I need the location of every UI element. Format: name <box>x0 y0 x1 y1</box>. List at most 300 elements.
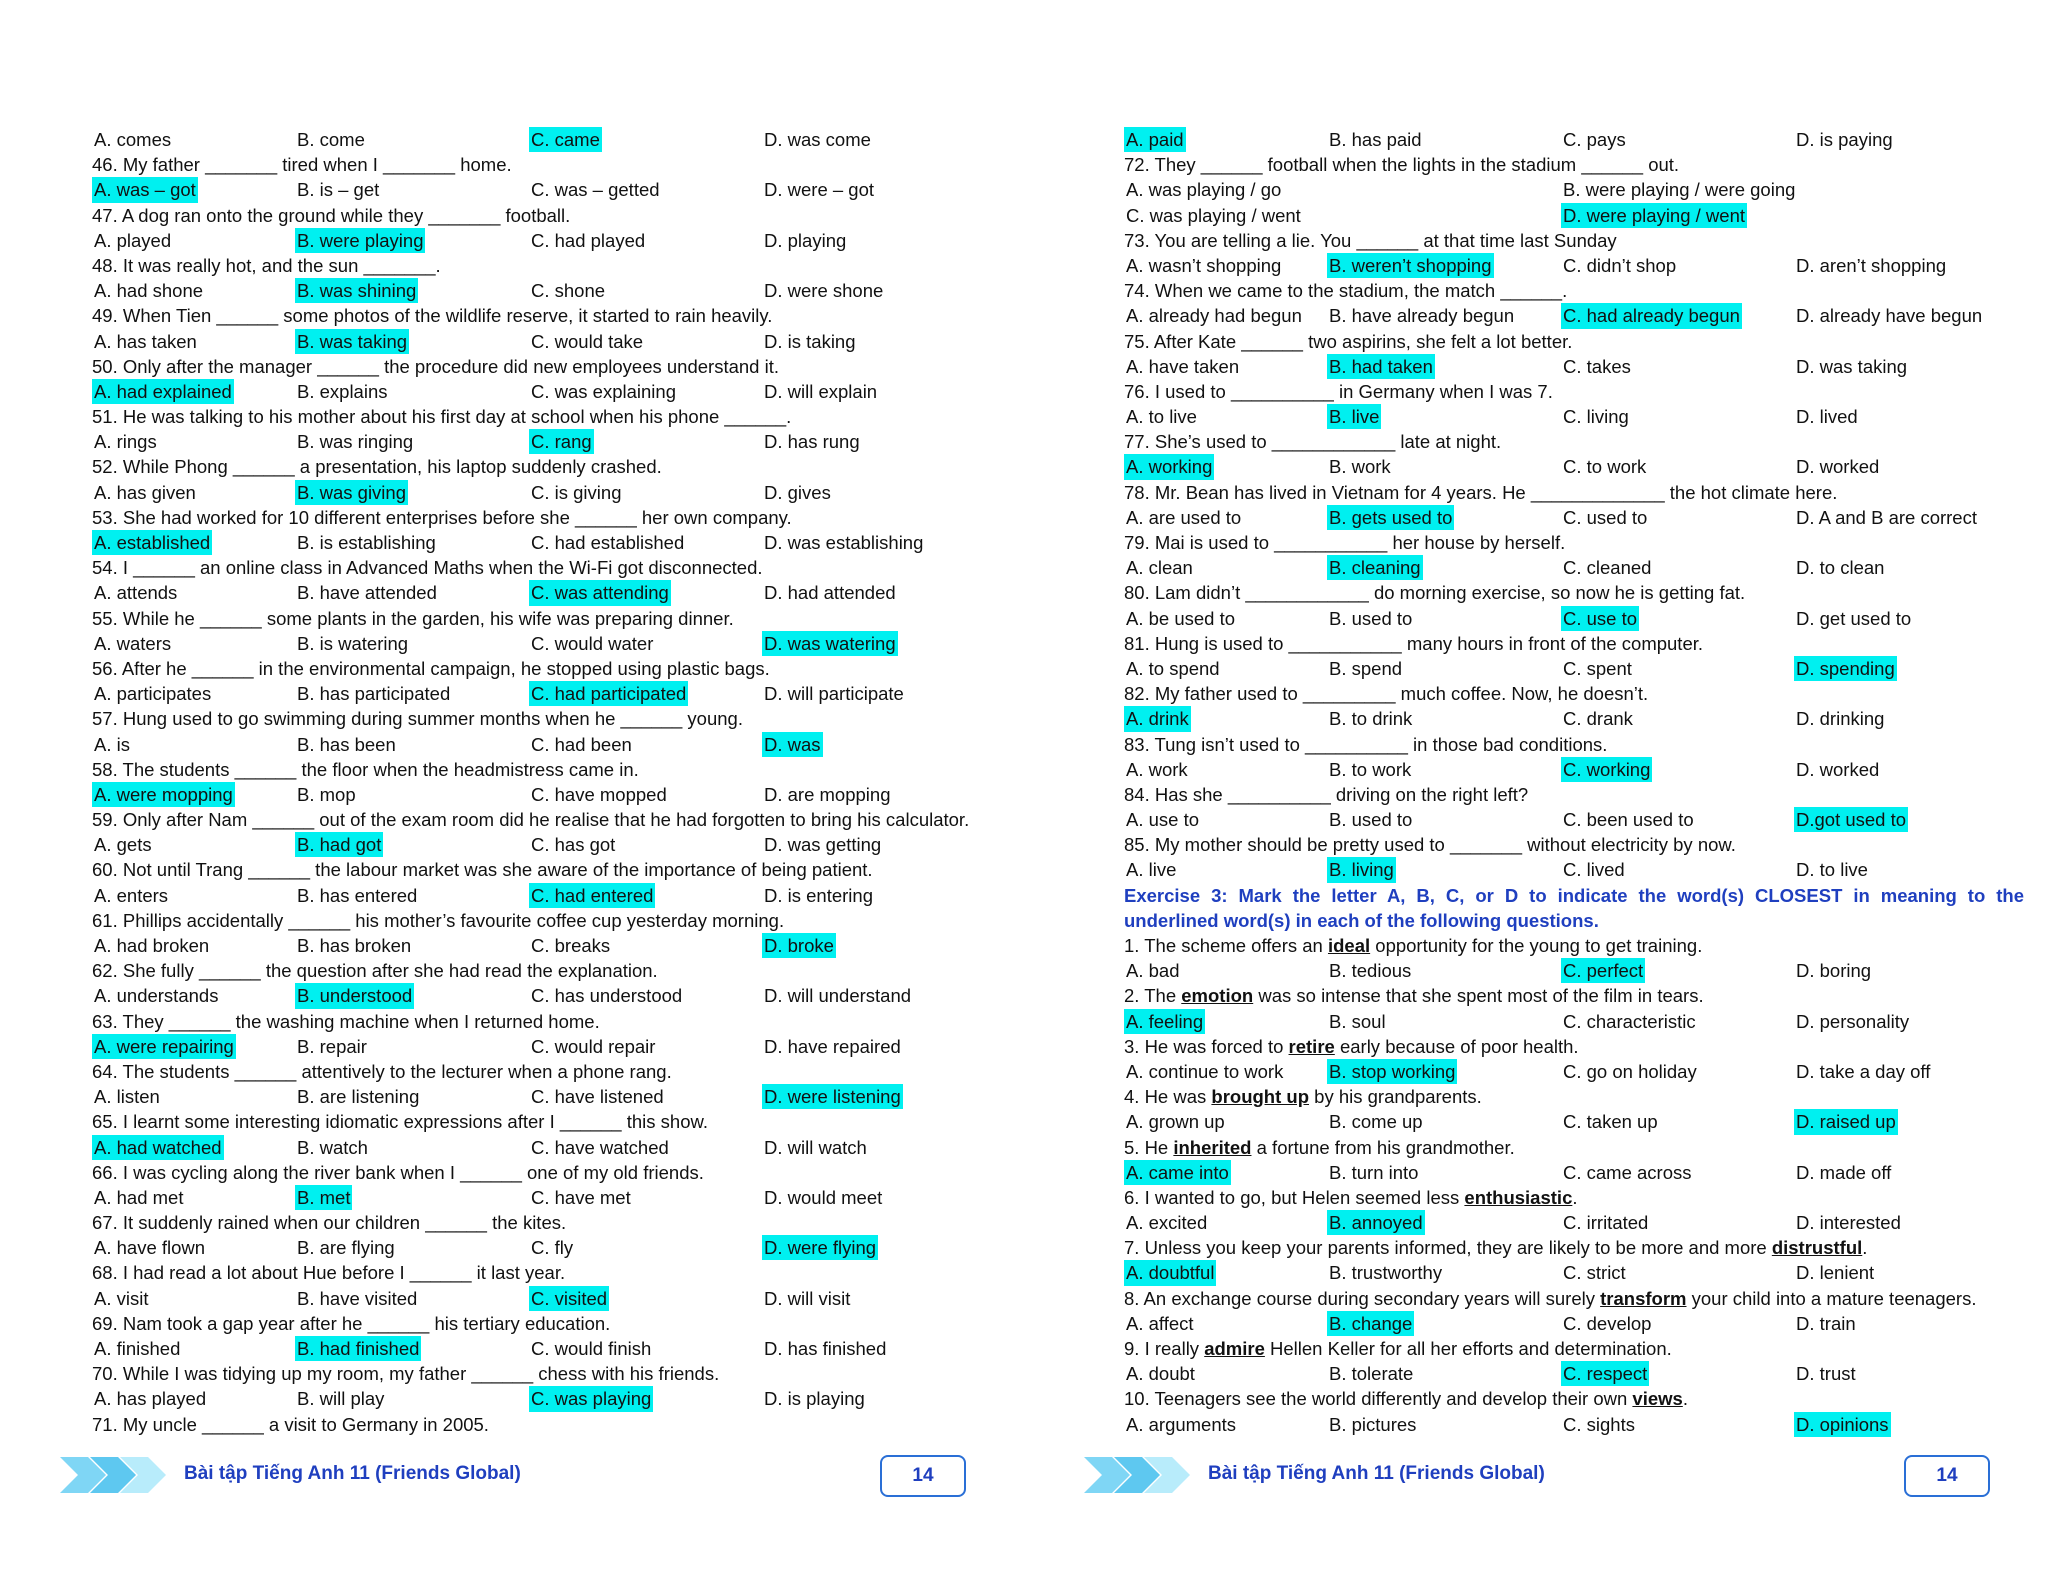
question-text-part: . <box>1862 1237 1868 1259</box>
answer-option-highlighted: B. living <box>1327 857 1396 882</box>
answer-option-highlighted: B. change <box>1327 1311 1414 1336</box>
answer-option-highlighted: D. was <box>762 732 823 757</box>
question-text: 48. It was really hot, and the sun _______. <box>92 254 441 276</box>
answer-option: D. was getting <box>764 834 882 856</box>
options-row <box>1124 404 2024 429</box>
answer-option: B. turn into <box>1329 1161 1419 1183</box>
answer-option: D. was come <box>764 129 871 150</box>
question-row <box>92 303 982 328</box>
answer-option: B. were playing / were going <box>1563 179 1796 201</box>
question-row <box>92 152 982 177</box>
answer-option: B. is establishing <box>297 532 436 553</box>
options-row <box>1124 454 2024 479</box>
question-text: 51. He was talking to his mother about his first day at school when his phone ______. <box>92 406 792 428</box>
answer-option: A. continue to work <box>1126 1060 1284 1082</box>
question-row <box>1124 681 2024 706</box>
answer-option: D. have repaired <box>764 1035 901 1057</box>
question-text: 56. After he ______ in the environmental campaign, he stopped using plastic bags. <box>92 657 770 679</box>
answer-option: A. understands <box>94 985 219 1007</box>
question-text-part: a fortune from his grandmother. <box>1251 1136 1515 1158</box>
question-row <box>92 1160 982 1185</box>
question-row <box>92 454 982 479</box>
answer-option: A. had shone <box>94 280 204 302</box>
question-row <box>92 1361 982 1386</box>
underlined-word: ideal <box>1327 935 1371 956</box>
answer-option-highlighted: D. were flying <box>762 1235 878 1260</box>
question-row <box>92 656 982 681</box>
answer-option: B. is watering <box>297 632 409 654</box>
options-row <box>1124 757 2024 782</box>
underlined-word: views <box>1632 1388 1683 1410</box>
answer-option: C. develop <box>1563 1312 1652 1334</box>
question-text <box>1124 1286 1976 1311</box>
answer-option: A. be used to <box>1126 607 1236 629</box>
answer-option: B. watch <box>297 1136 368 1158</box>
options-row <box>92 379 982 404</box>
question-text: 64. The students ______ attentively to the lecturer when a phone rang. <box>92 1060 672 1082</box>
question-row <box>92 505 982 530</box>
answer-option: D. personality <box>1796 1010 1910 1032</box>
answer-option: A. visit <box>94 1287 149 1309</box>
options-row <box>1124 1311 2024 1336</box>
answer-option: B. has broken <box>297 935 412 956</box>
question-text: 49. When Tien ______ some photos of the wildlife reserve, it started to rain heavily. <box>92 305 773 327</box>
question-text: 78. Mr. Bean has lived in Vietnam for 4 years. He _____________ the hot climate here. <box>1124 481 1838 503</box>
options-row <box>92 1286 982 1311</box>
question-row <box>1124 580 2024 605</box>
answer-option: D. worked <box>1796 456 1880 478</box>
answer-option: D. gives <box>764 481 831 503</box>
underlined-word: inherited <box>1173 1136 1252 1158</box>
answer-option: A. use to <box>1126 809 1200 831</box>
answer-option: A. live <box>1126 859 1177 881</box>
question-text: 65. I learnt some interesting idiomatic expressions after I ______ this show. <box>92 1111 708 1133</box>
answer-option: D. will visit <box>764 1287 851 1309</box>
answer-option: D. playing <box>764 229 847 251</box>
answer-option: C. didn’t shop <box>1563 254 1677 276</box>
options-row <box>92 429 982 454</box>
question-text: 81. Hung is used to ___________ many hours in front of the computer. <box>1124 632 1704 654</box>
options-row <box>92 983 982 1008</box>
options-row <box>92 480 982 505</box>
answer-option: A. doubt <box>1126 1363 1195 1385</box>
answer-option: B. has entered <box>297 884 418 906</box>
answer-option: A. has played <box>94 1388 207 1410</box>
options-row <box>1124 1412 2024 1437</box>
question-text: 70. While I was tidying up my room, my father ______ chess with his friends. <box>92 1363 720 1385</box>
options-row <box>92 933 982 958</box>
options-row <box>1124 203 2024 228</box>
answer-option: D. boring <box>1796 960 1872 982</box>
answer-option: C. shone <box>531 280 606 302</box>
answer-option: C. strict <box>1563 1262 1626 1284</box>
question-text: 61. Phillips accidentally ______ his mother’s favourite coffee cup yesterday morning. <box>92 909 785 931</box>
exercise-title-row <box>1124 883 2024 908</box>
options-row <box>1124 303 2024 328</box>
answer-option: D. will watch <box>764 1136 867 1158</box>
underlined-word: transform <box>1600 1287 1687 1309</box>
question-text-part: 1. The scheme offers an <box>1124 935 1328 956</box>
options-row <box>92 228 982 253</box>
options-row <box>1124 1260 2024 1285</box>
answer-option: A. had broken <box>94 935 210 956</box>
question-text: 47. A dog ran onto the ground while they _______ football. <box>92 204 571 226</box>
question-text: 73. You are telling a lie. You ______ at that time last Sunday <box>1124 229 1617 251</box>
page-number: 14 <box>880 1455 966 1497</box>
options-row <box>1124 857 2024 882</box>
question-text: 46. My father _______ tired when I _______ home. <box>92 154 512 176</box>
question-row <box>1124 480 2024 505</box>
question-row <box>92 857 982 882</box>
question-text <box>1124 1336 1672 1361</box>
options-row <box>92 1386 982 1411</box>
answer-option-highlighted: B. had finished <box>295 1336 421 1361</box>
double-chevron-right-icon <box>1084 1455 1204 1495</box>
question-text-part: opportunity for the young to get training. <box>1370 935 1703 956</box>
answer-option-highlighted: A. came into <box>1124 1160 1231 1185</box>
answer-option: D. drinking <box>1796 708 1885 730</box>
options-row <box>92 1135 982 1160</box>
question-row <box>1124 1185 2024 1210</box>
question-row <box>1124 1034 2024 1059</box>
options-row <box>92 782 982 807</box>
answer-option-highlighted: C. visited <box>529 1286 609 1311</box>
answer-option: B. has participated <box>297 683 451 705</box>
answer-option: D. will participate <box>764 683 904 705</box>
answer-option: B. has been <box>297 733 396 755</box>
answer-option: A. attends <box>94 582 178 604</box>
options-row <box>92 530 982 555</box>
answer-option: C. was explaining <box>531 380 676 402</box>
answer-option: B. used to <box>1329 809 1413 831</box>
question-text <box>1124 1034 1579 1059</box>
question-row <box>1124 152 2024 177</box>
answer-option-highlighted: B. weren’t shopping <box>1327 253 1494 278</box>
right-page <box>1024 0 2048 1582</box>
question-row <box>1124 933 2024 958</box>
question-text: 71. My uncle ______ a visit to Germany in 2005. <box>92 1413 489 1435</box>
question-text: 59. Only after Nam ______ out of the exam room did he realise that he had forgotten to bring his calculator. <box>92 809 970 831</box>
answer-option: B. pictures <box>1329 1413 1417 1435</box>
answer-option: A. to live <box>1126 406 1197 428</box>
question-text: 76. I used to __________ in Germany when I was 7. <box>1124 380 1553 402</box>
answer-option: C. came across <box>1563 1161 1692 1183</box>
answer-option: A. listen <box>94 1086 160 1108</box>
options-row <box>1124 606 2024 631</box>
options-row <box>1124 505 2024 530</box>
underlined-word: distrustful <box>1771 1237 1863 1259</box>
question-text-part: 8. An exchange course during secondary years will surely <box>1124 1287 1601 1309</box>
question-row <box>92 1412 982 1437</box>
question-text-part: 4. He was <box>1124 1086 1212 1108</box>
answer-option-highlighted: B. was shining <box>295 278 418 303</box>
question-text: 57. Hung used to go swimming during summer months when he ______ young. <box>92 708 743 730</box>
answer-option-highlighted: B. was taking <box>295 329 409 354</box>
question-text-part: 9. I really <box>1124 1338 1205 1359</box>
answer-option: C. takes <box>1563 355 1631 377</box>
options-row <box>1124 706 2024 731</box>
answer-option: C. to work <box>1563 456 1647 478</box>
answer-option: C. had been <box>531 733 632 755</box>
answer-option: D. already have begun <box>1796 305 1983 327</box>
answer-option: C. had established <box>531 532 685 553</box>
answer-option-highlighted: C. had entered <box>529 883 655 908</box>
answer-option: A. arguments <box>1126 1413 1237 1435</box>
options-row <box>1124 555 2024 580</box>
answer-option: C. had played <box>531 229 646 251</box>
question-row <box>92 1009 982 1034</box>
question-row <box>92 253 982 278</box>
answer-option: A. finished <box>94 1338 181 1359</box>
answer-option-highlighted: D. broke <box>762 933 836 958</box>
right-question-list <box>1124 127 2024 1437</box>
question-row <box>1124 278 2024 303</box>
answer-option-highlighted: B. stop working <box>1327 1059 1457 1084</box>
underlined-word: admire <box>1204 1338 1265 1359</box>
answer-option-highlighted: A. had watched <box>92 1135 224 1160</box>
underlined-word: brought up <box>1211 1086 1310 1108</box>
options-row <box>92 1034 982 1059</box>
question-row <box>1124 832 2024 857</box>
answer-option: C. has understood <box>531 985 683 1007</box>
answer-option: A. work <box>1126 758 1188 780</box>
question-row <box>1124 631 2024 656</box>
options-row <box>1124 1009 2024 1034</box>
question-text: 82. My father used to _________ much coffee. Now, he doesn’t. <box>1124 683 1649 705</box>
answer-option: C. have watched <box>531 1136 669 1158</box>
options-row <box>92 1235 982 1260</box>
options-row <box>1124 958 2024 983</box>
answer-option: C. have listened <box>531 1086 664 1108</box>
underlined-word: retire <box>1288 1035 1335 1057</box>
answer-option-highlighted: B. had taken <box>1327 354 1435 379</box>
answer-option: C. was playing / went <box>1126 204 1301 226</box>
answer-option: C. cleaned <box>1563 557 1652 579</box>
answer-option: C. has got <box>531 834 616 856</box>
options-row <box>1124 1059 2024 1084</box>
answer-option: D. is paying <box>1796 129 1893 150</box>
answer-option: A. wasn’t shopping <box>1126 254 1282 276</box>
question-text-part: . <box>1572 1186 1578 1208</box>
answer-option: B. work <box>1329 456 1391 478</box>
answer-option-highlighted: D. were listening <box>762 1084 903 1109</box>
question-row <box>1124 530 2024 555</box>
options-row <box>1124 127 2024 152</box>
options-row <box>1124 656 2024 681</box>
answer-option-highlighted: C. had already begun <box>1561 303 1742 328</box>
answer-option-highlighted: C. had participated <box>529 681 688 706</box>
answer-option: A. are used to <box>1126 506 1242 528</box>
answer-option: C. breaks <box>531 935 611 956</box>
question-text-part: Hellen Keller for all her efforts and determination. <box>1264 1338 1672 1359</box>
answer-option: C. characteristic <box>1563 1010 1696 1032</box>
answer-option-highlighted: D. opinions <box>1794 1412 1891 1437</box>
question-text: 79. Mai is used to ___________ her house by herself. <box>1124 532 1566 553</box>
answer-option: A. clean <box>1126 557 1193 579</box>
answer-option: D. were shone <box>764 280 884 302</box>
answer-option: A. grown up <box>1126 1111 1225 1133</box>
answer-option: A. have flown <box>94 1237 206 1259</box>
answer-option: C. sights <box>1563 1413 1635 1435</box>
question-text: 84. Has she __________ driving on the right left? <box>1124 783 1529 805</box>
answer-option: C. taken up <box>1563 1111 1658 1133</box>
answer-option: B. trustworthy <box>1329 1262 1443 1284</box>
answer-option-highlighted: C. came <box>529 127 602 152</box>
answer-option: C. drank <box>1563 708 1633 730</box>
question-text: 63. They ______ the washing machine when I returned home. <box>92 1010 600 1032</box>
answer-option-highlighted: A. drink <box>1124 706 1191 731</box>
answer-option: A. already had begun <box>1126 305 1302 327</box>
answer-option: B. have attended <box>297 582 437 604</box>
question-row <box>1124 1084 2024 1109</box>
options-row <box>1124 1210 2024 1235</box>
answer-option: D. A and B are correct <box>1796 506 1977 528</box>
answer-option-highlighted: B. were playing <box>295 228 425 253</box>
options-row <box>92 177 982 202</box>
question-text-part: your child into a mature teenagers. <box>1686 1287 1977 1309</box>
question-text <box>1124 983 1704 1008</box>
answer-option: D. has finished <box>764 1338 887 1359</box>
options-row <box>92 127 982 152</box>
question-row <box>1124 1135 2024 1160</box>
footer-title: Bài tập Tiếng Anh 11 (Friends Global) <box>1208 1463 1545 1484</box>
question-text-part: by his grandparents. <box>1309 1086 1482 1108</box>
question-text-part: 2. The <box>1124 985 1182 1007</box>
options-row <box>1124 1361 2024 1386</box>
options-row <box>1124 253 2024 278</box>
question-row <box>92 1260 982 1285</box>
question-text: 50. Only after the manager ______ the procedure did new employees understand it. <box>92 355 779 377</box>
options-row <box>1124 1109 2024 1134</box>
question-text: 53. She had worked for 10 different enterprises before she ______ her own company. <box>92 506 792 528</box>
question-row <box>1124 379 2024 404</box>
answer-option-highlighted: A. doubtful <box>1124 1260 1216 1285</box>
answer-option-highlighted: A. was – got <box>92 177 198 202</box>
question-text-part: 10. Teenagers see the world differently and develop their own <box>1124 1388 1633 1410</box>
answer-option: D. will explain <box>764 380 878 402</box>
question-text: 62. She fully ______ the question after she had read the explanation. <box>92 960 658 982</box>
answer-option: A. played <box>94 229 172 251</box>
exercise-title-row <box>1124 908 2024 933</box>
options-row <box>92 1336 982 1361</box>
answer-option-highlighted: C. working <box>1561 757 1652 782</box>
answer-option: B. repair <box>297 1035 367 1057</box>
answer-option-highlighted: B. understood <box>295 983 414 1008</box>
answer-option: B. used to <box>1329 607 1413 629</box>
options-row <box>92 278 982 303</box>
answer-option-highlighted: C. was attending <box>529 580 671 605</box>
question-row <box>92 1109 982 1134</box>
question-row <box>92 908 982 933</box>
answer-option-highlighted: B. live <box>1327 404 1381 429</box>
answer-option: D. aren’t shopping <box>1796 254 1947 276</box>
options-row <box>92 681 982 706</box>
answer-option: A. excited <box>1126 1212 1208 1234</box>
answer-option: D. to clean <box>1796 557 1885 579</box>
answer-option-highlighted: A. working <box>1124 454 1214 479</box>
answer-option-highlighted: C. rang <box>529 429 594 454</box>
answer-option: B. soul <box>1329 1010 1386 1032</box>
answer-option: B. mop <box>297 783 356 805</box>
answer-option: D. train <box>1796 1312 1856 1334</box>
answer-option: C. lived <box>1563 859 1625 881</box>
question-text <box>1124 1185 1578 1210</box>
answer-option-highlighted: A. had explained <box>92 379 234 404</box>
question-text: 58. The students ______ the floor when the headmistress came in. <box>92 758 639 780</box>
answer-option-highlighted: B. met <box>295 1185 352 1210</box>
question-text-part: 6. I wanted to go, but Helen seemed less <box>1124 1186 1465 1208</box>
answer-option: C. would finish <box>531 1338 652 1359</box>
question-text: 74. When we came to the stadium, the match ______. <box>1124 280 1568 302</box>
answer-option: A. has taken <box>94 330 197 352</box>
question-row <box>92 1210 982 1235</box>
answer-option: D. is entering <box>764 884 873 906</box>
answer-option: C. been used to <box>1563 809 1694 831</box>
question-row <box>1124 1286 2024 1311</box>
question-text <box>1124 933 1702 958</box>
underlined-word: enthusiastic <box>1464 1186 1573 1208</box>
answer-option: D. worked <box>1796 758 1880 780</box>
question-row <box>1124 228 2024 253</box>
answer-option-highlighted: C. respect <box>1561 1361 1649 1386</box>
answer-option-highlighted: A. established <box>92 530 212 555</box>
question-row <box>92 706 982 731</box>
options-row <box>92 580 982 605</box>
question-row <box>92 1311 982 1336</box>
question-row <box>92 404 982 429</box>
question-text: 75. After Kate ______ two aspirins, she felt a lot better. <box>1124 330 1573 352</box>
exercise-title: Exercise 3: Mark the letter A, B, C, or D to indicate the word(s) CLOSEST in meaning to the <box>1124 884 2024 906</box>
answer-option-highlighted: C. was playing <box>529 1386 653 1411</box>
answer-option: D. has rung <box>764 431 860 453</box>
options-row <box>1124 354 2024 379</box>
answer-option: C. go on holiday <box>1563 1060 1697 1082</box>
answer-option: B. tolerate <box>1329 1363 1414 1385</box>
question-text: 66. I was cycling along the river bank when I ______ one of my old friends. <box>92 1161 704 1183</box>
answer-option: A. to spend <box>1126 657 1220 679</box>
options-row <box>1124 177 2024 202</box>
answer-option-highlighted: B. had got <box>295 832 383 857</box>
answer-option: A. gets <box>94 834 152 856</box>
double-chevron-right-icon <box>60 1455 180 1495</box>
answer-option-highlighted: A. were mopping <box>92 782 235 807</box>
question-text-part: 7. Unless you keep your parents informed, they are likely to be more and more <box>1124 1237 1772 1259</box>
answer-option-highlighted: D.got used to <box>1794 807 1908 832</box>
question-text <box>1124 1135 1515 1160</box>
answer-option: B. are flying <box>297 1237 395 1259</box>
answer-option: B. spend <box>1329 657 1403 679</box>
options-row <box>1124 1160 2024 1185</box>
question-text-part: . <box>1682 1388 1688 1410</box>
answer-option: A. was playing / go <box>1126 179 1282 201</box>
answer-option: B. come <box>297 129 365 150</box>
answer-option: D. had attended <box>764 582 896 604</box>
page-number: 14 <box>1904 1455 1990 1497</box>
answer-option: D. were – got <box>764 179 875 201</box>
question-text-part: was so intense that she spent most of the film in tears. <box>1253 985 1704 1007</box>
answer-option: D. take a day off <box>1796 1060 1931 1082</box>
question-text: 60. Not until Trang ______ the labour market was she aware of the importance of being patient. <box>92 859 873 881</box>
answer-option-highlighted: C. use to <box>1561 606 1639 631</box>
answer-option: D. was taking <box>1796 355 1908 377</box>
question-text-part: early because of poor health. <box>1334 1035 1579 1057</box>
answer-option-highlighted: A. were repairing <box>92 1034 236 1059</box>
answer-option: D. lenient <box>1796 1262 1875 1284</box>
answer-option: A. participates <box>94 683 212 705</box>
question-text: 69. Nam took a gap year after he ______ his tertiary education. <box>92 1312 611 1334</box>
options-row <box>92 329 982 354</box>
answer-option: C. was – getted <box>531 179 660 201</box>
